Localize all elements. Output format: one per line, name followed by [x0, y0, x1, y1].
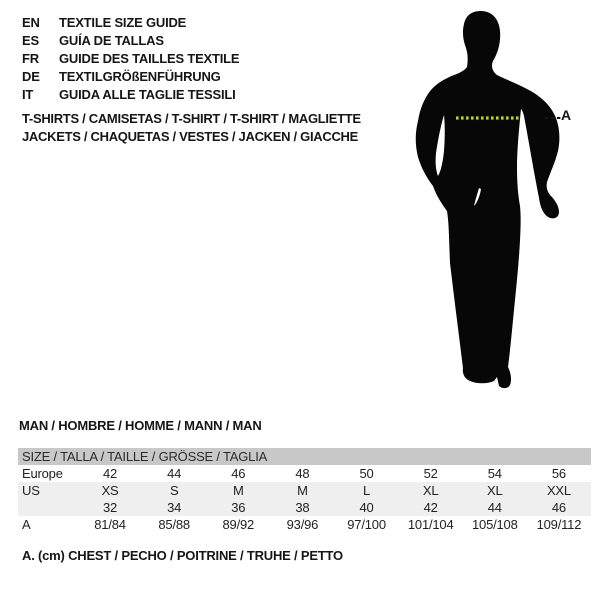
table-cell: 81/84	[94, 517, 126, 532]
table-cell: 97/100	[347, 517, 386, 532]
category-line-tshirts: T-SHIRTS / CAMISETAS / T-SHIRT / T-SHIRT / MAGLIETTE	[22, 111, 361, 126]
table-cell: 38	[295, 500, 310, 515]
size-table-header: SIZE / TALLA / TAILLE / GRÖSSE / TAGLIA	[18, 448, 591, 465]
language-list	[22, 13, 239, 103]
table-cell: 46	[231, 466, 246, 481]
language-code: DE	[22, 68, 40, 84]
language-code: ES	[22, 32, 39, 48]
table-cell: 48	[295, 466, 310, 481]
table-row-europe	[18, 465, 591, 482]
table-cell: 34	[167, 500, 182, 515]
table-cell: 56	[551, 466, 566, 481]
table-cell: 109/112	[536, 517, 582, 532]
section-title-man: MAN / HOMBRE / HOMME / MANN / MAN	[19, 418, 262, 433]
table-cell: 52	[423, 466, 438, 481]
category-line-jackets: JACKETS / CHAQUETAS / VESTES / JACKEN / GIACCHE	[22, 129, 358, 144]
table-cell: M	[232, 483, 244, 498]
table-cell: XL	[487, 483, 503, 498]
table-cell: M	[297, 483, 308, 498]
language-row	[22, 67, 239, 85]
size-table	[18, 448, 591, 533]
language-title: GUIDE DES TAILLES TEXTILE	[59, 50, 240, 66]
table-cell: 44	[167, 466, 182, 481]
table-cell: 105/108	[472, 517, 518, 532]
language-row	[22, 49, 239, 67]
language-title: GUIDA ALLE TAGLIE TESSILI	[59, 86, 236, 102]
table-cell: XS	[101, 483, 119, 498]
row-label: US	[22, 483, 40, 498]
language-title: TEXTILE SIZE GUIDE	[59, 14, 187, 30]
measurement-footnote: A. (cm) CHEST / PECHO / POITRINE / TRUHE / PETTO	[22, 548, 343, 563]
language-title: TEXTILGRÖßENFÜHRUNG	[59, 68, 221, 84]
man-silhouette-figure	[400, 5, 600, 395]
table-cell: 40	[359, 500, 374, 515]
table-cell: L	[363, 483, 371, 498]
measure-label-a: A	[561, 107, 572, 123]
table-cell: 89/92	[222, 517, 255, 532]
language-code: IT	[22, 86, 34, 102]
table-cell: 44	[487, 500, 502, 515]
table-cell: 50	[359, 466, 374, 481]
row-label	[18, 499, 78, 516]
table-cell: 101/104	[407, 517, 454, 532]
language-title: GUÍA DE TALLAS	[59, 32, 164, 48]
language-row	[22, 85, 239, 103]
row-label: A	[22, 517, 31, 532]
table-row-us-letter	[18, 482, 591, 499]
man-silhouette	[416, 11, 560, 388]
table-cell: XXL	[546, 483, 571, 498]
language-code: FR	[22, 50, 39, 66]
table-row-chest-a	[18, 516, 591, 533]
table-cell: 32	[103, 500, 118, 515]
language-code: EN	[22, 14, 40, 30]
language-row	[22, 31, 239, 49]
row-label: Europe	[22, 466, 63, 481]
category-lines	[22, 110, 361, 146]
table-row-us-numeric	[18, 499, 591, 516]
table-cell: 36	[231, 500, 246, 515]
table-cell: 54	[487, 466, 502, 481]
table-cell: XL	[422, 483, 439, 498]
table-cell: 46	[551, 500, 566, 515]
table-cell: 85/88	[158, 517, 190, 532]
table-cell: 42	[423, 500, 438, 515]
table-cell: 93/96	[286, 517, 319, 532]
table-cell: S	[169, 483, 179, 498]
table-cell: 42	[103, 466, 118, 481]
language-row	[22, 13, 239, 31]
